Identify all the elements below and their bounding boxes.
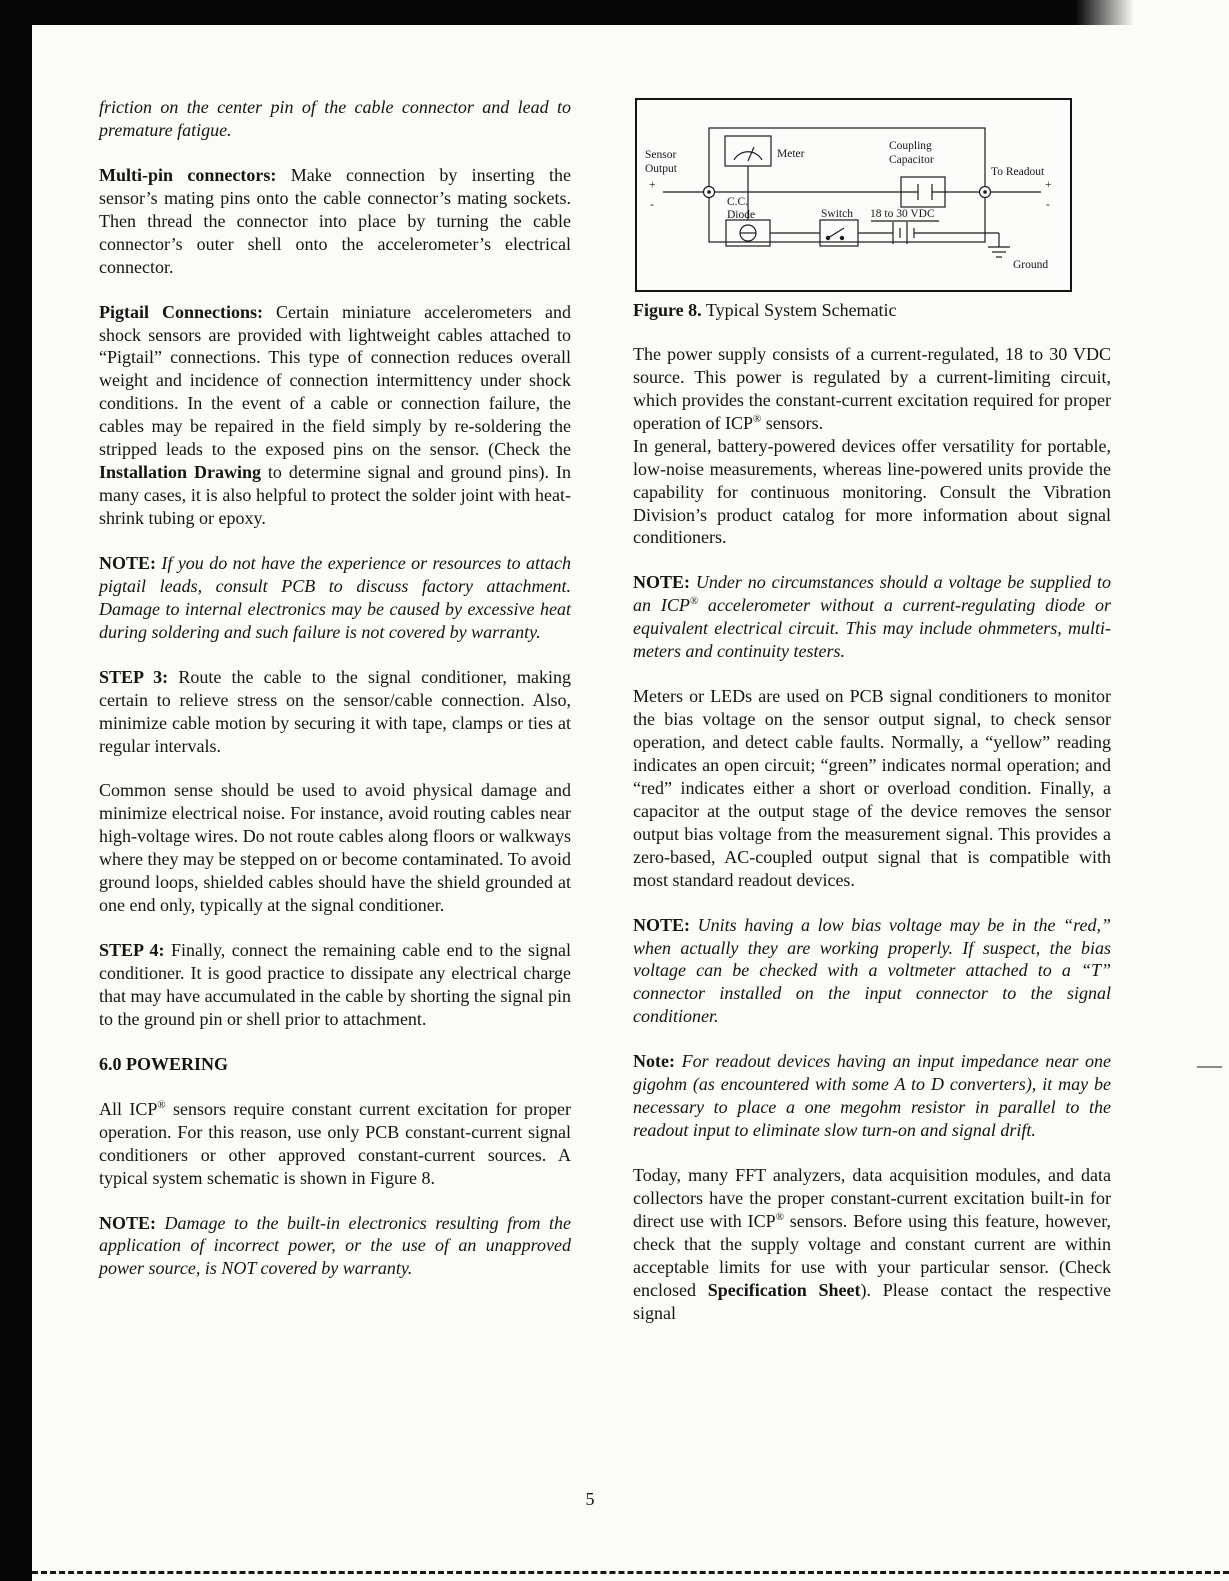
section-heading-powering: 6.0 POWERING	[99, 1053, 229, 1074]
note-pigtail-warranty: NOTE: If you do not have the experience or resources to attach pigtail leads, consult PCB to discuss factory attachment. Damage to internal electronics may be caused by excessive heat during soldering and such failure is not covered by warranty.	[99, 552, 571, 642]
note-incorrect-power: NOTE: Damage to the built-in electronics resulting from the application of incorrect power, or the use of an unapproved power source, is NOT covered by warranty.	[99, 1212, 571, 1279]
paragraph-meters-leds: Meters or LEDs are used on PCB signal conditioners to monitor the bias voltage on the sensor output signal, to check sensor operation, and detect cable faults. Normally, a “yellow” reading indicates an open circuit; “green” indicates normal operation; and “red” indicates either a short or overload condition. Finally, a capacitor at the output stage of the device removes the sensor output bias voltage from the measurement signal. This provides a zero-based, AC-coupled output signal that is compatible with most standard readout devices.	[633, 686, 1111, 890]
label-cc-diode-line1: C.C.	[727, 196, 749, 208]
paragraph-power-supply: The power supply consists of a current-regulated, 18 to 30 VDC source. This power is regulated by a current-limiting circuit, which provides the constant-current excitation required for proper operation of ICP® sensors. In general, battery-powered devices offer versatility for portable, low-noise measurements, whereas line-powered units provide the capability for continuous monitoring. Consult the Vibration Division’s product catalog for more information about signal conditioners.	[633, 343, 1111, 548]
scan-artifact-dash	[1197, 1066, 1222, 1068]
paragraph-step3: STEP 3: Route the cable to the signal conditioner, making certain to relieve stress on the sensor/cable connection. Also, minimize cable motion by securing it with tape, clamps or ties at regular intervals.	[99, 666, 571, 756]
label-sensor-output-line1: Sensor	[645, 149, 677, 161]
label-sensor-minus: -	[650, 199, 654, 211]
label-meter: Meter	[777, 148, 805, 160]
meter-icon	[725, 136, 771, 166]
figure-caption: Figure 8. Typical System Schematic	[633, 300, 897, 320]
paragraph-cable-routing: Common sense should be used to avoid physical damage and minimize electrical noise. For instance, avoid routing cables near high-voltage wires. Do not route cables along floors or walkways where they may be stepped on or become contaminated. To avoid ground loops, shielded cables should have the shield grounded at one end only, typically at the signal conditioner.	[99, 780, 571, 916]
paragraph-step4: STEP 4: Finally, connect the remaining cable end to the signal conditioner. It is good practice to dissipate any electrical charge that may have accumulated in the cable by shorting the signal pin to the ground pin or shell prior to attachment.	[99, 940, 571, 1029]
figure-8-schematic	[637, 100, 1066, 284]
scan-edge-left	[0, 0, 32, 1581]
label-sensor-plus: +	[649, 179, 656, 191]
label-switch: Switch	[821, 208, 853, 220]
scan-edge-bottom	[32, 1571, 1229, 1574]
right-column	[633, 96, 1111, 1347]
sensor-output-terminal-icon	[704, 187, 715, 198]
note-readout-impedance: Note: For readout devices having an input impedance near one gigohm (as encountered with some A to D converters), it may be necessary to place a one megohm resistor in parallel to the readout input to eliminate slow turn-on and signal drift.	[633, 1051, 1111, 1141]
readout-terminal-icon	[980, 187, 991, 198]
figure-8-box	[635, 98, 1072, 292]
label-readout-plus: +	[1045, 179, 1052, 191]
paragraph-multipin-connectors: Multi-pin connectors: Make connection by inserting the sensor’s mating pins onto the cable connector’s mating sockets. Then thread the connector into place by turning the cable connector’s outer shell onto the accelerometer’s electrical connector.	[99, 164, 572, 277]
switch-contact-dots	[826, 236, 844, 240]
label-vdc: 18 to 30 VDC	[870, 208, 935, 220]
label-coupling-line2: Capacitor	[889, 154, 934, 166]
scan-edge-top	[0, 0, 1134, 25]
label-readout-minus: -	[1046, 199, 1050, 211]
page-number: 5	[585, 1489, 595, 1509]
note-low-bias-voltage: NOTE: Units having a low bias voltage may be in the “red,” when actually they are working properly. If suspect, the bias voltage can be checked with a voltmeter attached to a “T” connector installed on the input connector to the signal conditioner.	[633, 914, 1111, 1027]
carryover-paragraph: friction on the center pin of the cable connector and lead to premature fatigue.	[99, 97, 571, 140]
label-ground: Ground	[1013, 259, 1049, 271]
label-sensor-output-line2: Output	[645, 163, 677, 175]
label-to-readout: To Readout	[991, 166, 1045, 178]
note-no-direct-voltage: NOTE: Under no circumstances should a voltage be supplied to an ICP® accelerometer without a current-regulating diode or equivalent electrical circuit. This may include ohmmeters, multi-meters and continuity testers.	[633, 572, 1111, 662]
battery-icon	[893, 222, 914, 244]
label-cc-diode-line2: Diode	[727, 209, 756, 221]
paragraph-powering-intro: All ICP® sensors require constant current excitation for proper operation. For this reason, use only PCB constant-current signal conditioners or other approved constant-current sources. A typical system schematic is shown in Figure 8.	[99, 1098, 572, 1188]
paragraph-pigtail-connections: Pigtail Connections: Certain miniature accelerometers and shock sensors are provided with lightweight cables attached to “Pigtail” connections. This type of connection reduces overall weight and incidence of connection intermittency under shock conditions. In the event of a cable or connection failure, the cables may be repaired in the field simply by re-soldering the stripped leads to the exposed pins on the sensor. (Check the Installation Drawing to determine signal and ground pins). In many cases, it is also helpful to protect the solder joint with heat-shrink tubing or epoxy.	[99, 301, 571, 528]
paragraph-fft-analyzers: Today, many FFT analyzers, data acquisition modules, and data collectors have the proper constant-current excitation built-in for direct use with ICP® sensors. Before using this feature, however, check that the supply voltage and constant current are within acceptable limits for use with your particular sensor. (Check enclosed Specification Sheet). Please contact the respective signal	[633, 1165, 1111, 1323]
ground-icon	[988, 247, 1010, 257]
label-coupling-line1: Coupling	[889, 140, 932, 152]
left-column	[99, 96, 571, 1302]
